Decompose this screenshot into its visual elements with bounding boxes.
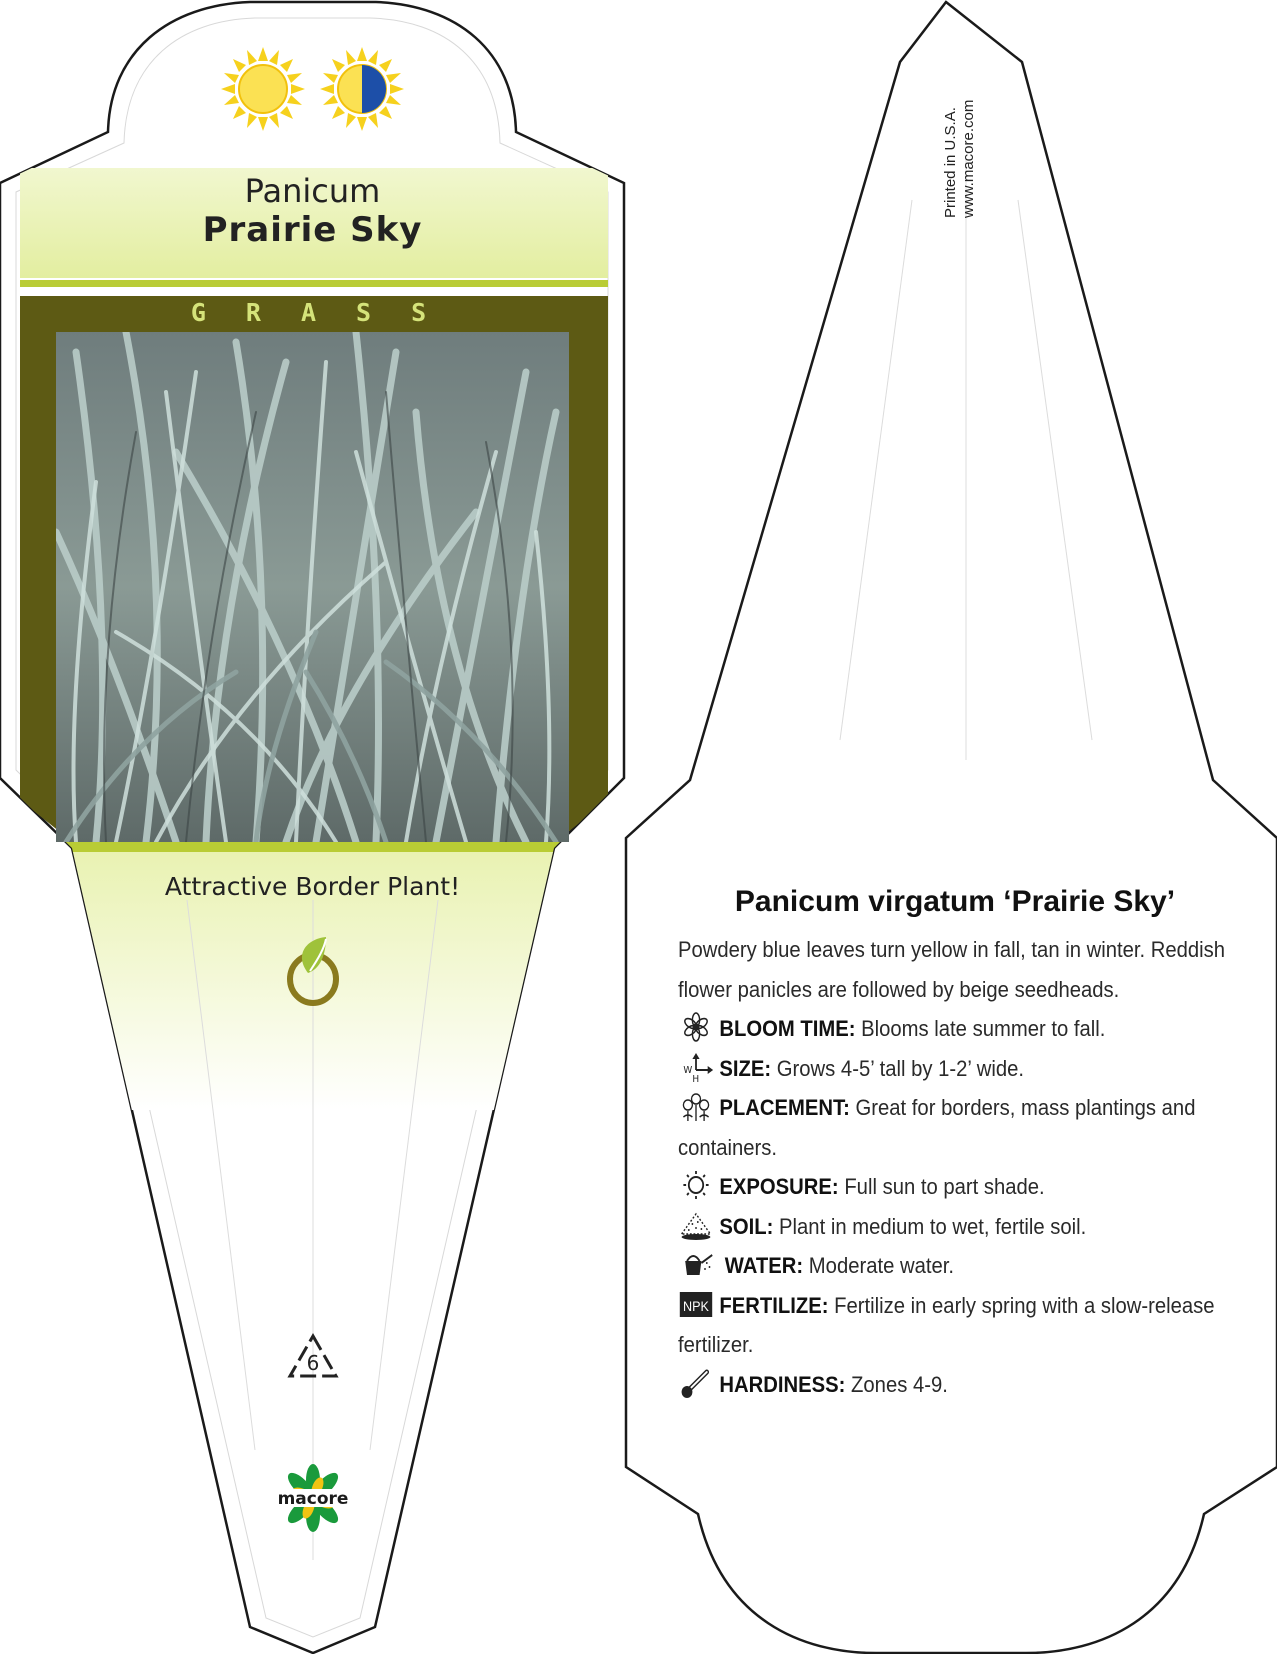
attr-label: SOIL: [719,1213,774,1239]
attr-text: Moderate water. [808,1253,955,1278]
printed-info [942,48,980,218]
npk-label: NPK [683,1297,709,1314]
attr-soil [678,1207,1236,1247]
flower-icon [678,1012,714,1042]
part-shade-icon [320,47,404,131]
full-sun-icon [221,47,305,131]
attr-fertilize [678,1286,1236,1365]
printed-in: Printed in U.S.A. [942,107,959,218]
attr-placement [678,1088,1236,1167]
care-info [678,930,1236,1404]
attr-hardiness [678,1365,1236,1405]
botanical-name: Panicum virgatum ‘Prairie Sky’ [734,885,1176,918]
plant-genus: Panicum [244,172,381,210]
website-url: www.macore.com [960,99,977,218]
attr-size [678,1049,1236,1089]
size-h-label: H [692,1073,700,1082]
seed-logo-icon [284,935,344,1007]
placement-icon [678,1091,714,1121]
attr-water [678,1246,1236,1286]
attr-text: Grows 4-5’ tall by 1-2’ wide. [776,1055,1025,1081]
attr-label: FERTILIZE: [719,1292,829,1318]
size-w-label: W [683,1064,693,1076]
attr-label: WATER: [724,1253,804,1278]
plant-description: Powdery blue leaves turn yellow in fall, tan in winter. Reddish flower panicles are followed by beige seedheads. [678,937,1226,1002]
attr-text: Zones 4-9. [851,1371,948,1397]
attr-label: PLACEMENT: [719,1095,850,1120]
macore-logo [263,1462,363,1534]
plant-category: GRASS [190,298,467,327]
sun-outline-icon [678,1170,714,1200]
recycle-code: 6 [306,1351,320,1375]
attr-text: Great for borders, mass plantings and containers. [678,1095,1196,1160]
size-icon [678,1052,714,1082]
attr-label: HARDINESS: [719,1371,846,1397]
exposure-icons [220,44,406,134]
soil-icon [678,1210,714,1240]
plant-cultivar: Prairie Sky [202,210,423,250]
plant-photo [56,332,569,842]
attr-bloom-time [678,1009,1236,1049]
npk-icon [678,1289,714,1319]
attr-text: Fertilize in early spring with a slow-release fertilizer. [678,1292,1215,1357]
attr-text: Blooms late summer to fall. [861,1016,1106,1041]
attr-text: Full sun to part shade. [844,1174,1045,1199]
attr-label: SIZE: [719,1055,772,1081]
recycle-symbol-icon [286,1332,340,1382]
attr-label: BLOOM TIME: [719,1016,856,1041]
watering-can-icon [678,1249,714,1279]
brand-name: macore [277,1489,349,1509]
attr-text: Plant in medium to wet, fertile soil. [779,1213,1087,1239]
back-tag [626,2,1277,1653]
attr-exposure [678,1167,1236,1207]
attr-label: EXPOSURE: [719,1174,839,1199]
thermometer-icon [678,1368,714,1398]
plant-tagline: Attractive Border Plant! [164,872,461,901]
